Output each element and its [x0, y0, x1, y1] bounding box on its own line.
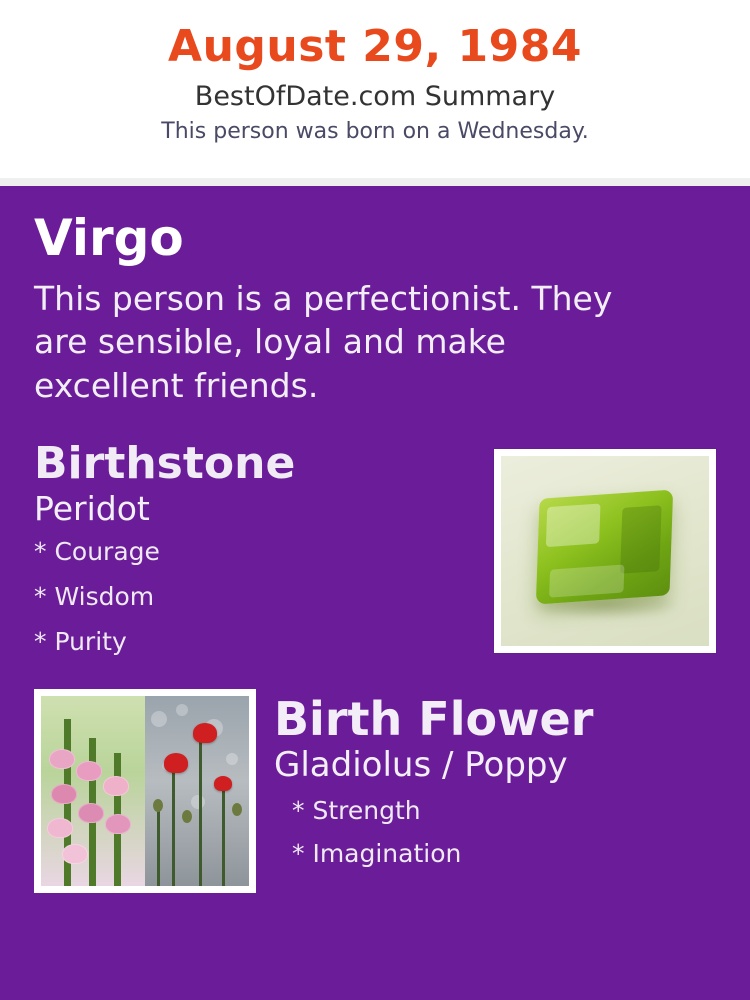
birthstone-name: Peridot [34, 489, 150, 529]
card-header [0, 0, 750, 178]
birth-flower-trait: * Strength [292, 796, 421, 826]
zodiac-section [0, 186, 750, 407]
zodiac-description: This person is a perfectionist. They are sensible, loyal and make excellent friends. [34, 278, 613, 405]
header-divider [0, 178, 750, 186]
details-panel [0, 186, 750, 1000]
peridot-gemstone-icon [501, 456, 709, 646]
birth-flower-section [0, 689, 750, 909]
birth-flower-heading: Birth Flower [274, 692, 594, 747]
zodiac-sign-title: Virgo [34, 209, 184, 267]
birthstone-trait: * Courage [34, 536, 160, 566]
site-summary-label: BestOfDate.com Summary [194, 80, 556, 112]
birth-flower-text [274, 689, 716, 869]
birth-flower-trait: * Imagination [292, 839, 462, 869]
birthstone-trait: * Purity [34, 626, 127, 656]
birth-flower-image [34, 689, 256, 893]
birthstone-trait: * Wisdom [34, 581, 155, 611]
birth-flower-name: Gladiolus / Poppy [274, 745, 568, 786]
birthstone-section [0, 438, 750, 671]
page-title: August 29, 1984 [168, 21, 582, 72]
birthstone-heading: Birthstone [34, 438, 296, 490]
gladiolus-poppy-icon [41, 696, 249, 886]
birth-weekday-note: This person was born on a Wednesday. [161, 118, 589, 144]
birthstone-image [494, 449, 716, 653]
